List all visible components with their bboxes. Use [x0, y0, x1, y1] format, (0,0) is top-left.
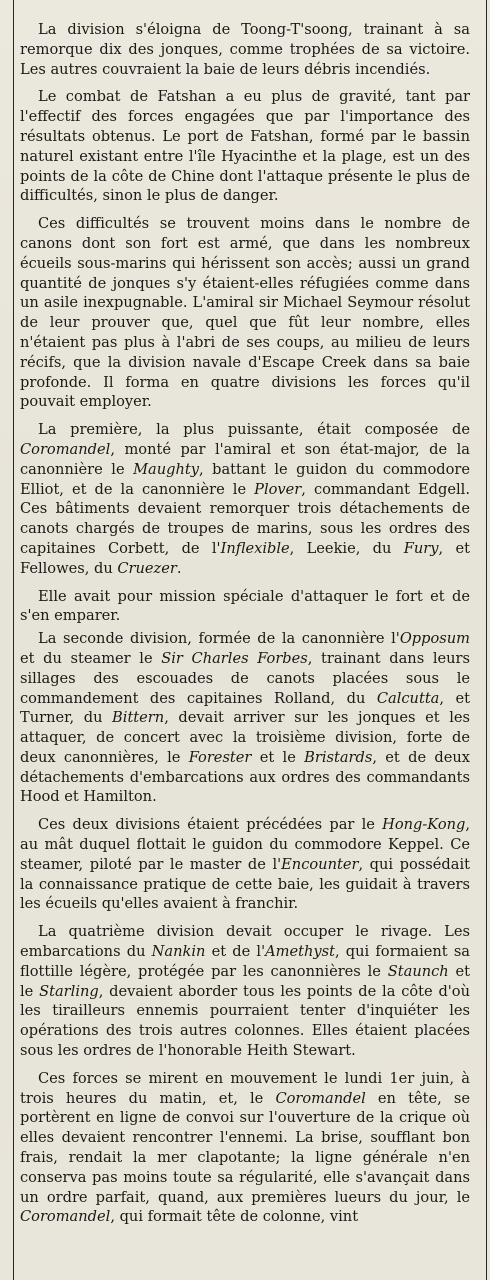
article-paragraph — [20, 1069, 470, 1227]
text-run: , monté par l'amiral et son état-major, de la canonnière le — [20, 440, 470, 478]
ship-name: Opposum — [399, 630, 470, 648]
ship-name: Maughty — [133, 460, 199, 478]
ship-name: Inflexible — [220, 539, 290, 557]
ship-name: Coromandel — [20, 440, 111, 458]
text-run: , qui formaient sa flottille légère, protégée par les canonnières le — [20, 943, 471, 980]
text-run: . — [176, 559, 182, 577]
article-paragraph — [20, 20, 470, 79]
text-run: Elle avait pour mission spéciale d'attaquer le fort et de s'en emparer. — [20, 587, 470, 625]
ship-name: Amethyst — [265, 943, 335, 961]
article-column — [20, 20, 470, 1235]
article-paragraph — [20, 815, 470, 914]
text-run: , au mât duquel flottait le guidon du commodore Keppel. Ce steamer, piloté par le master de l' — [20, 816, 470, 873]
text-run: , commandant Edgell. Ces bâtiments devaient remorquer trois détachements de canots chargés de troupes de marins, sous les ordres des capitaines Corbett, de l' — [20, 480, 470, 557]
ship-name: Coromandel — [20, 1208, 111, 1226]
ship-name: Calcutta — [376, 689, 440, 707]
text-run: et de l' — [205, 943, 266, 961]
ship-name: Cruezer — [117, 559, 177, 577]
text-run: en tête, se portèrent en ligne de convoi sur l'ouverture de la crique où elles devaient rencontrer l'ennemi. La brise, soufflant bon frais, rendait la mer clapotante; la ligne générale n'en conserva pas moins toute sa régularité, elle s'avançait dans un ordre parfait, quand, aux premières lueurs du jour, le — [20, 1089, 470, 1206]
ship-name: Hong-Kong — [382, 816, 466, 834]
ship-name: Forester — [188, 748, 252, 766]
text-run: La seconde division, formée de la canonnière l' — [38, 630, 400, 648]
text-run: Le combat de Fatshan a eu plus de gravité, tant par l'effectif des forces engagées que par l'importance des résultats obtenus. Le port de Fatshan, formé par le bassin naturel existant entre l'île Hyacinthe et la plage, est un des points de la côte de Chine dont l'attaque présente le plus de difficultés, sinon le plus de danger. — [20, 88, 470, 205]
column-rule-right — [486, 0, 487, 1280]
article-paragraph — [20, 214, 470, 412]
text-run: Ces difficultés se trouvent moins dans le nombre de canons dont son fort est armé, que dans les nombreux écueils sous-marins qui hérissent son accès; aussi un grand quantité de jonques s'y étaient-elles réfugiées comme dans un asile inexpugnable. L'amiral sir Michael Seymour résolut de leur prouver que, quel que fût leur nombre, elles n'étaient pas plus à l'abri de ses coups, au milieu de leurs récifs, que la division navale d'Escape Creek dans sa baie profonde. Il forma en quatre divisions les forces qu'il pouvait employer. — [20, 215, 470, 411]
article-paragraph — [20, 87, 470, 206]
text-run: et le — [20, 962, 471, 1000]
ship-name: Coromandel — [275, 1089, 366, 1107]
text-run: , devaient aborder tous les points de la côte d'où les tirailleurs ennemis pourraient tenter d'inquiéter les opérations des trois autres colonnes. Elles étaient placées sous les ordres de l'honorable Heith Stewart. — [20, 982, 470, 1060]
ship-name: Staunch — [387, 962, 449, 980]
text-run: , battant le guidon du commodore Elliot, et de la canonnière le — [20, 460, 470, 498]
ship-name: Bittern — [112, 709, 165, 727]
text-run: , qui possédait la connaissance pratique de cette baie, les guidait à travers les écueils qu'elles avaient à franchir. — [20, 855, 470, 913]
text-run: , et Fellowes, du — [20, 539, 470, 577]
text-run: , Leekie, du — [289, 539, 404, 557]
column-rule-left — [13, 0, 14, 1280]
text-run: Ces deux divisions étaient précédées par le — [38, 816, 383, 834]
ship-name: Starling — [39, 982, 99, 1000]
text-run: , qui formait tête de colonne, vint — [110, 1208, 359, 1226]
text-run: , trainant dans leurs sillages des escouades de canots placées sous le commandement des capitaines Rolland, du — [20, 649, 470, 707]
text-run: et le — [251, 748, 305, 766]
ship-name: Sir Charles Forbes — [161, 649, 308, 667]
text-run: La première, la plus puissante, était composée de — [38, 421, 470, 439]
article-paragraph — [20, 587, 470, 627]
ship-name: Plover — [254, 480, 302, 498]
article-paragraph — [20, 629, 470, 807]
text-run: La division s'éloigna de Toong-T'soong, trainant à sa remorque dix des jonques, comme trophées de sa victoire. Les autres couvraient la baie de leurs débris incendiés. — [20, 21, 470, 78]
ship-name: Nankin — [151, 943, 206, 961]
article-paragraph — [20, 922, 470, 1061]
article-paragraph — [20, 420, 470, 578]
ship-name: Encounter — [281, 855, 359, 873]
ship-name: Fury — [403, 539, 439, 557]
text-run: La quatrième division devait occuper le rivage. Les embarcations du — [20, 923, 470, 961]
text-run: , devait arriver sur les jonques et les attaquer, de concert avec la troisième division, forte de deux canonnières, le — [20, 709, 470, 766]
ship-name: Bristards — [304, 748, 373, 766]
text-run: , et de deux détachements d'embarcations aux ordres des commandants Hood et Hamilton. — [20, 748, 470, 806]
text-run: , et Turner, du — [20, 689, 471, 727]
text-run: Ces forces se mirent en mouvement le lundi 1er juin, à trois heures du matin, et, le — [20, 1069, 470, 1107]
text-run: et du steamer le — [20, 649, 162, 667]
